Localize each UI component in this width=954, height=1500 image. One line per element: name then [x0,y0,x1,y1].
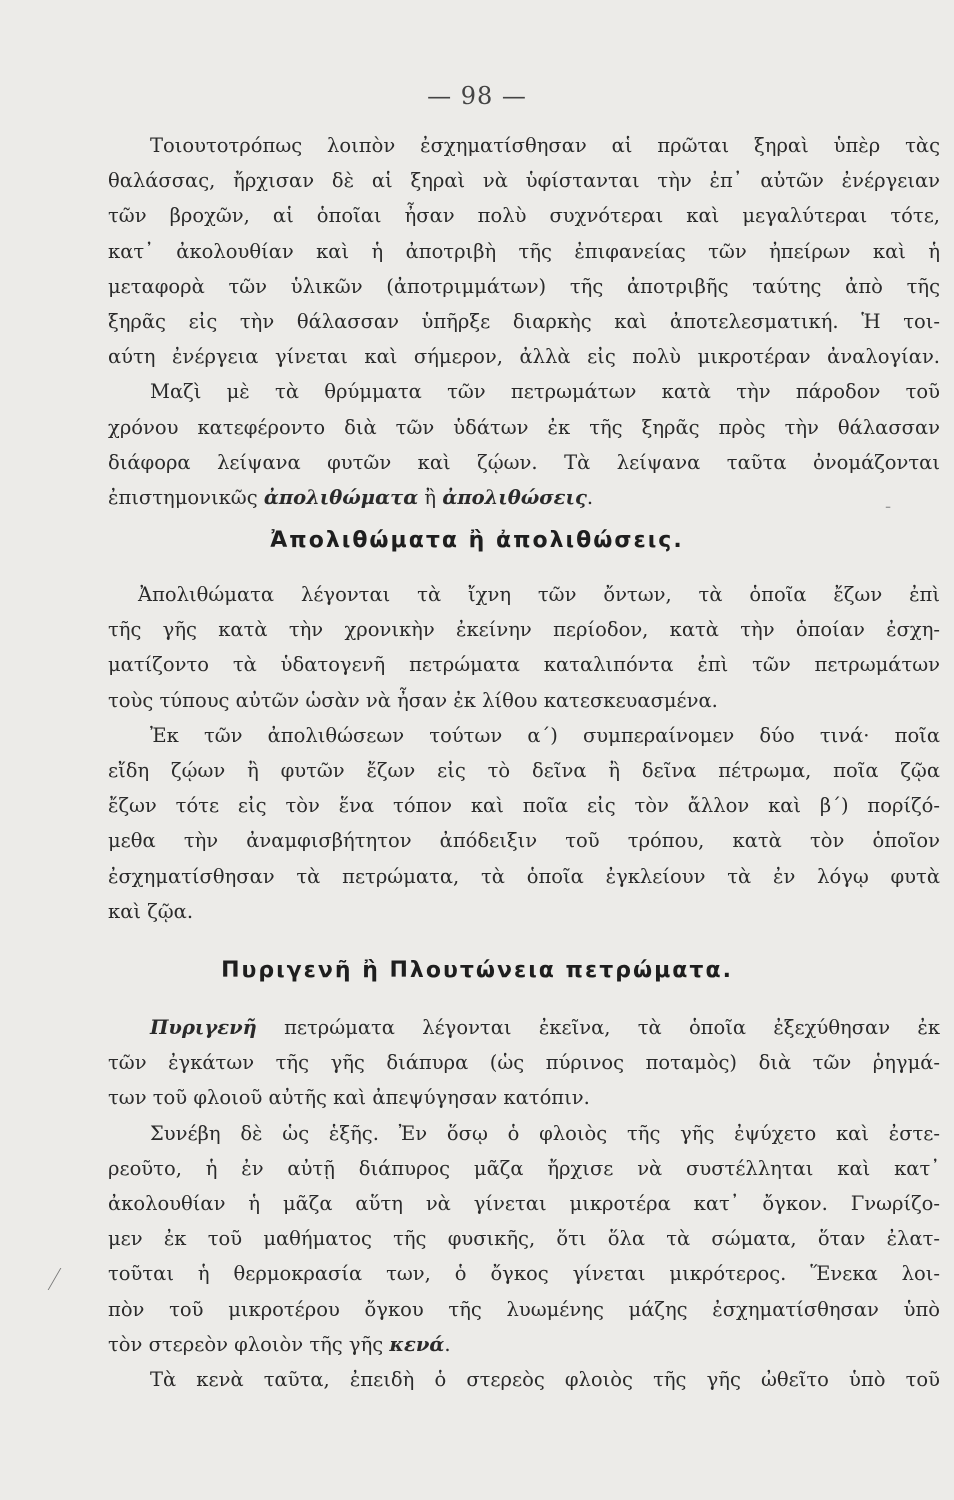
text-line: Ἀπολιθώματα λέγονται τὰ ἴχνη τῶν ὄντων, τὰ ὁποῖα ἔζων ἐπὶ [138,583,940,606]
page-number: — 98 — [427,82,527,110]
text-line: Μαζὶ μὲ τὰ θρύμματα τῶν πετρωμάτων κατὰ τὴν πάροδον τοῦ [150,380,940,404]
text-line: Τὰ κενὰ ταῦτα, ἐπειδὴ ὁ στερεὸς φλοιὸς τῆς γῆς ὠθεῖτο ὑπὸ τοῦ [150,1367,940,1391]
text-line: μεν ἐκ τοῦ μαθήματος τῆς φυσικῆς, ὅτι ὅλα τὰ σώματα, ὅταν ἐλατ- [108,1227,940,1251]
text-line: καὶ ζῷα. [108,899,194,923]
text-line: μεθα τὴν ἀναμφισβήτητον ἀπόδειξιν τοῦ τρόπου, κατὰ τὸν ὁποῖον [108,829,940,853]
text-line [108,480,940,515]
text-line: τῶν ἐγκάτων τῆς γῆς διάπυρα (ὡς πύρινος ποταμὸς) διὰ τῶν ῥηγμά- [108,1051,940,1075]
connector: ἢ [418,485,443,509]
section-heading-fossils: Ἀπολιθώματα ἢ ἀπολιθώσεις. [270,528,684,553]
text-line: ἐσχηματίσθησαν τὰ πετρώματα, τὰ ὁποῖα ἐγκλείουν τὰ ἐν λόγῳ φυτὰ [108,864,940,888]
text-line: Συνέβη δὲ ὡς ἑξῆς. Ἐν ὅσῳ ὁ φλοιὸς τῆς γῆς ἐψύχετο καὶ ἐστε- [150,1121,940,1145]
stray-mark: - [885,496,892,517]
section-heading-igneous-rocks: Πυριγενῆ ἢ Πλουτώνεια πετρώματα. [221,958,733,983]
term-voids: κενά [389,1332,445,1356]
text-line: θαλάσσας, ἤρχισαν δὲ αἱ ξηραὶ νὰ ὑφίστανται τὴν ἐπ᾽ αὐτῶν ἐνέργειαν [108,169,940,193]
paragraph-fossils [108,577,940,929]
text-line: τοὺς τύπους αὐτῶν ὡσὰν νὰ ἦσαν ἐκ λίθου κατεσκευασμένα. [108,688,718,712]
text-line: εἴδη ζῴων ἢ φυτῶν ἔζων εἰς τὸ δεῖνα ἢ δεῖνα πέτρωμα, ποῖα ζῷα [108,758,940,782]
term-fossils: ἀπολιθώματα [263,485,419,509]
text-line: χρόνου κατεφέροντο διὰ τῶν ὑδάτων ἐκ τῆς ξηρᾶς πρὸς τὴν θάλασσαν [108,415,940,439]
text-line: τῶν βροχῶν, αἱ ὁποῖαι ἦσαν πολὺ συχνότεραι καὶ μεγαλύτεραι τότε, [108,204,940,228]
text-line: τῆς γῆς κατὰ τὴν χρονικὴν ἐκείνην περίοδον, κατὰ τὴν ὁποίαν ἐσχη- [108,618,940,642]
text-line: μεταφορὰ τῶν ὑλικῶν (ἀποτριμμάτων) τῆς ἀποτριβῆς ταύτης ἀπὸ τῆς [108,274,940,298]
text-line: ἔζων τότε εἰς τὸν ἕνα τόπον καὶ ποῖα εἰς τὸν ἄλλον καὶ β΄) πορίζό- [108,794,940,818]
text-line: τοῦται ἡ θερμοκρασία των, ὁ ὄγκος γίνεται μικρότερος. Ἕνεκα λοι- [108,1262,940,1286]
text-line: ἀκολουθίαν ἡ μᾶζα αὕτη νὰ γίνεται μικροτέρα κατ᾽ ὄγκον. Γνωρίζο- [108,1191,940,1215]
term-igneous: Πυριγενῆ [150,1016,257,1039]
margin-pencil-mark [48,1268,76,1290]
text-line: ματίζοντο τὰ ὑδατογενῆ πετρώματα καταλιπόντα ἐπὶ τῶν πετρωμάτων [108,653,940,677]
term-petrifactions: ἀπολιθώσεις [442,485,587,509]
text-line: των τοῦ φλοιοῦ αὐτῆς καὶ ἀπεψύγησαν κατόπιν. [108,1086,590,1110]
text-line: ξηρᾶς εἰς τὴν θάλασσαν ὑπῆρξε διαρκὴς καὶ ἀποτελεσματική. Ἡ τοι- [108,309,940,333]
line-prefix: ἐπιστημονικῶς [108,485,264,509]
text-line: κατ᾽ ἀκολουθίαν καὶ ἡ ἀποτριβὴ τῆς ἐπιφανείας τῶν ἠπείρων καὶ ἡ [108,239,940,263]
text-line: ρεοῦτο, ἡ ἐν αὐτῇ διάπυρος μᾶζα ἤρχισε νὰ συστέλληται καὶ κατ᾽ [108,1156,940,1180]
text-line: Ἐκ τῶν ἀπολιθώσεων τούτων α΄) συμπεραίνομεν δύο τινά· ποῖα [150,723,940,747]
line-prefix: τὸν στερεὸν φλοιὸν τῆς γῆς [108,1332,390,1356]
line-suffix: . [586,485,594,509]
text-line: διάφορα λείψανα φυτῶν καὶ ζῴων. Τὰ λείψανα ταῦτα ὀνομάζονται [108,450,940,474]
line-suffix: . [444,1332,451,1356]
paragraph-igneous-rocks [108,1010,940,1397]
text-line: Τοιουτοτρόπως λοιπὸν ἐσχηματίσθησαν αἱ πρῶται ξηραὶ ὑπὲρ τὰς [150,134,940,157]
text-line: αύτη ἐνέργεια γίνεται καὶ σήμερον, ἀλλὰ εἰς πολὺ μικροτέραν ἀναλογίαν. [108,345,940,369]
text-line: πὸν τοῦ μικροτέρου ὄγκου τῆς λυωμένης μάζης ἐσχηματίσθησαν ὑπὸ [108,1297,940,1321]
line-rest: πετρώματα λέγονται ἐκεῖνα, τὰ ὁποῖα ἐξεχύθησαν ἐκ [256,1016,940,1039]
text-line [108,1327,940,1362]
paragraph-formation-of-lands [108,128,940,515]
text-line [108,1010,940,1045]
